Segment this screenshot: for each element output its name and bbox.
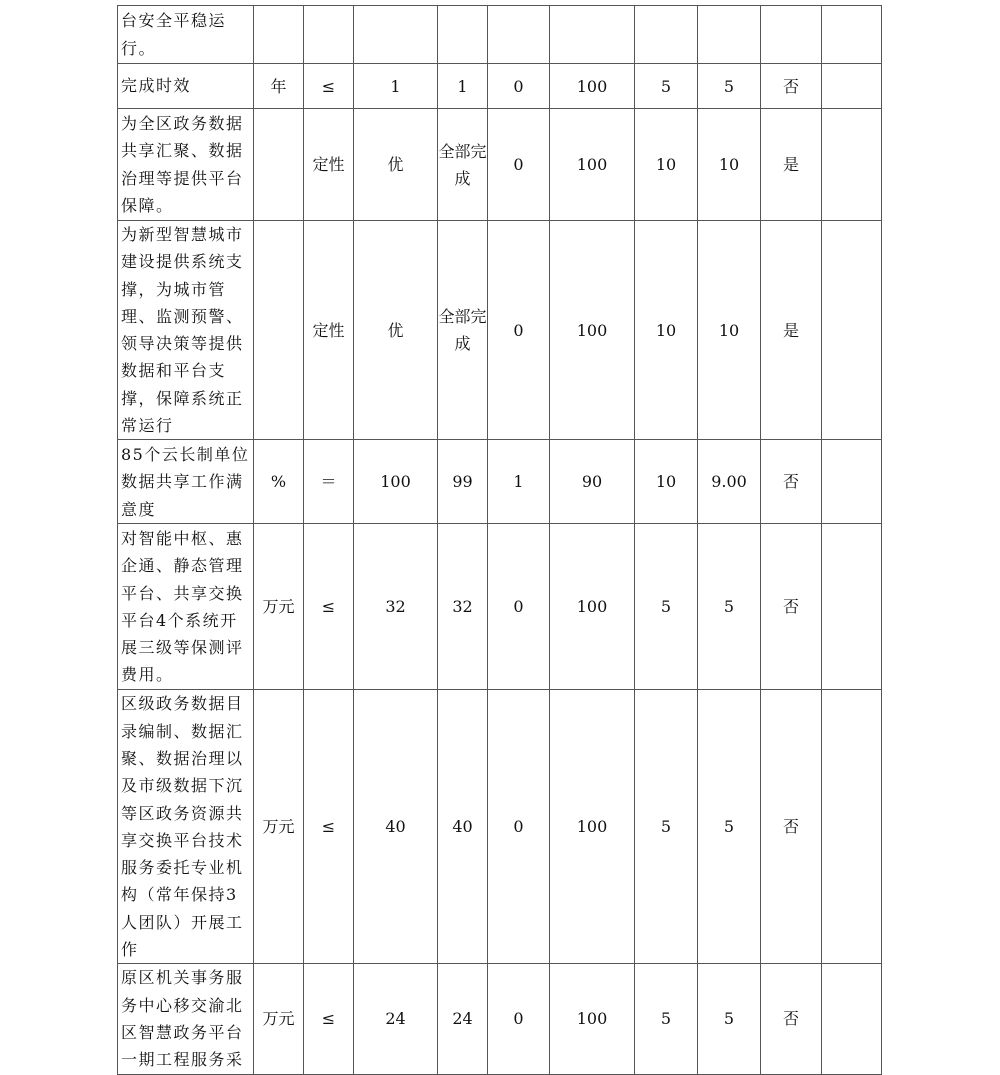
note-cell [822, 690, 882, 964]
score-cell: 10 [698, 109, 761, 221]
note-cell [822, 109, 882, 221]
operator-cell: ≤ [304, 524, 354, 690]
actual-value-cell: 40 [438, 690, 488, 964]
actual-value-cell [438, 6, 488, 64]
operator-cell: ≤ [304, 64, 354, 109]
target-value-cell: 32 [354, 524, 438, 690]
core-indicator-cell: 否 [761, 690, 822, 964]
unit-cell [254, 221, 304, 440]
score-cell: 5 [698, 524, 761, 690]
core-indicator-cell [761, 6, 822, 64]
deviation-cell: 0 [488, 524, 550, 690]
core-indicator-cell: 是 [761, 109, 822, 221]
deviation-cell: 0 [488, 64, 550, 109]
unit-cell: % [254, 440, 304, 524]
core-indicator-cell: 否 [761, 964, 822, 1074]
indicator-description: 台安全平稳运行。 [118, 6, 254, 64]
core-indicator-cell: 是 [761, 221, 822, 440]
score-cell: 10 [698, 221, 761, 440]
score-rate-cell: 100 [550, 964, 635, 1074]
score-rate-cell: 100 [550, 221, 635, 440]
weight-cell: 10 [635, 109, 698, 221]
deviation-cell: 0 [488, 109, 550, 221]
deviation-cell: 0 [488, 964, 550, 1074]
indicator-description: 为新型智慧城市建设提供系统支撑，为城市管理、监测预警、领导决策等提供数据和平台支撑，保障系统正常运行 [118, 221, 254, 440]
operator-cell: ≤ [304, 690, 354, 964]
note-cell [822, 6, 882, 64]
unit-cell: 万元 [254, 690, 304, 964]
table-row [118, 6, 882, 64]
score-cell: 5 [698, 64, 761, 109]
note-cell [822, 221, 882, 440]
target-value-cell: 40 [354, 690, 438, 964]
indicator-description: 对智能中枢、惠企通、静态管理平台、共享交换平台4个系统开展三级等保测评费用。 [118, 524, 254, 690]
deviation-cell: 0 [488, 690, 550, 964]
actual-value-cell: 全部完成 [438, 109, 488, 221]
core-indicator-cell: 否 [761, 64, 822, 109]
weight-cell [635, 6, 698, 64]
table-row [118, 109, 882, 221]
unit-cell: 万元 [254, 524, 304, 690]
table-row [118, 524, 882, 690]
score-cell: 5 [698, 964, 761, 1074]
target-value-cell [354, 6, 438, 64]
target-value-cell: 优 [354, 109, 438, 221]
performance-indicator-table [117, 5, 882, 1075]
deviation-cell: 0 [488, 221, 550, 440]
actual-value-cell: 24 [438, 964, 488, 1074]
actual-value-cell: 32 [438, 524, 488, 690]
table-row [118, 964, 882, 1074]
score-rate-cell: 100 [550, 109, 635, 221]
actual-value-cell: 1 [438, 64, 488, 109]
weight-cell: 10 [635, 221, 698, 440]
actual-value-cell: 全部完成 [438, 221, 488, 440]
deviation-cell: 1 [488, 440, 550, 524]
score-rate-cell: 90 [550, 440, 635, 524]
weight-cell: 10 [635, 440, 698, 524]
indicator-description: 为全区政务数据共享汇聚、数据治理等提供平台保障。 [118, 109, 254, 221]
operator-cell: 定性 [304, 109, 354, 221]
score-rate-cell [550, 6, 635, 64]
score-rate-cell: 100 [550, 64, 635, 109]
note-cell [822, 64, 882, 109]
unit-cell [254, 109, 304, 221]
actual-value-cell: 99 [438, 440, 488, 524]
score-rate-cell: 100 [550, 524, 635, 690]
operator-cell: 定性 [304, 221, 354, 440]
unit-cell: 年 [254, 64, 304, 109]
indicator-description: 原区机关事务服务中心移交渝北区智慧政务平台一期工程服务采 [118, 964, 254, 1074]
score-cell: 9.00 [698, 440, 761, 524]
indicator-description: 区级政务数据目录编制、数据汇聚、数据治理以及市级数据下沉等区政务资源共享交换平台技术服务委托专业机构（常年保持3人团队）开展工作 [118, 690, 254, 964]
target-value-cell: 优 [354, 221, 438, 440]
indicator-description: 完成时效 [118, 64, 254, 109]
table-row [118, 221, 882, 440]
operator-cell [304, 6, 354, 64]
note-cell [822, 964, 882, 1074]
score-cell: 5 [698, 690, 761, 964]
weight-cell: 5 [635, 524, 698, 690]
operator-cell: ≤ [304, 964, 354, 1074]
weight-cell: 5 [635, 690, 698, 964]
operator-cell: ＝ [304, 440, 354, 524]
unit-cell [254, 6, 304, 64]
score-rate-cell: 100 [550, 690, 635, 964]
score-cell [698, 6, 761, 64]
weight-cell: 5 [635, 64, 698, 109]
core-indicator-cell: 否 [761, 524, 822, 690]
unit-cell: 万元 [254, 964, 304, 1074]
table-row [118, 64, 882, 109]
deviation-cell [488, 6, 550, 64]
target-value-cell: 100 [354, 440, 438, 524]
note-cell [822, 440, 882, 524]
target-value-cell: 24 [354, 964, 438, 1074]
table-row [118, 440, 882, 524]
note-cell [822, 524, 882, 690]
indicator-description: 85个云长制单位数据共享工作满意度 [118, 440, 254, 524]
table-row [118, 690, 882, 964]
target-value-cell: 1 [354, 64, 438, 109]
core-indicator-cell: 否 [761, 440, 822, 524]
weight-cell: 5 [635, 964, 698, 1074]
